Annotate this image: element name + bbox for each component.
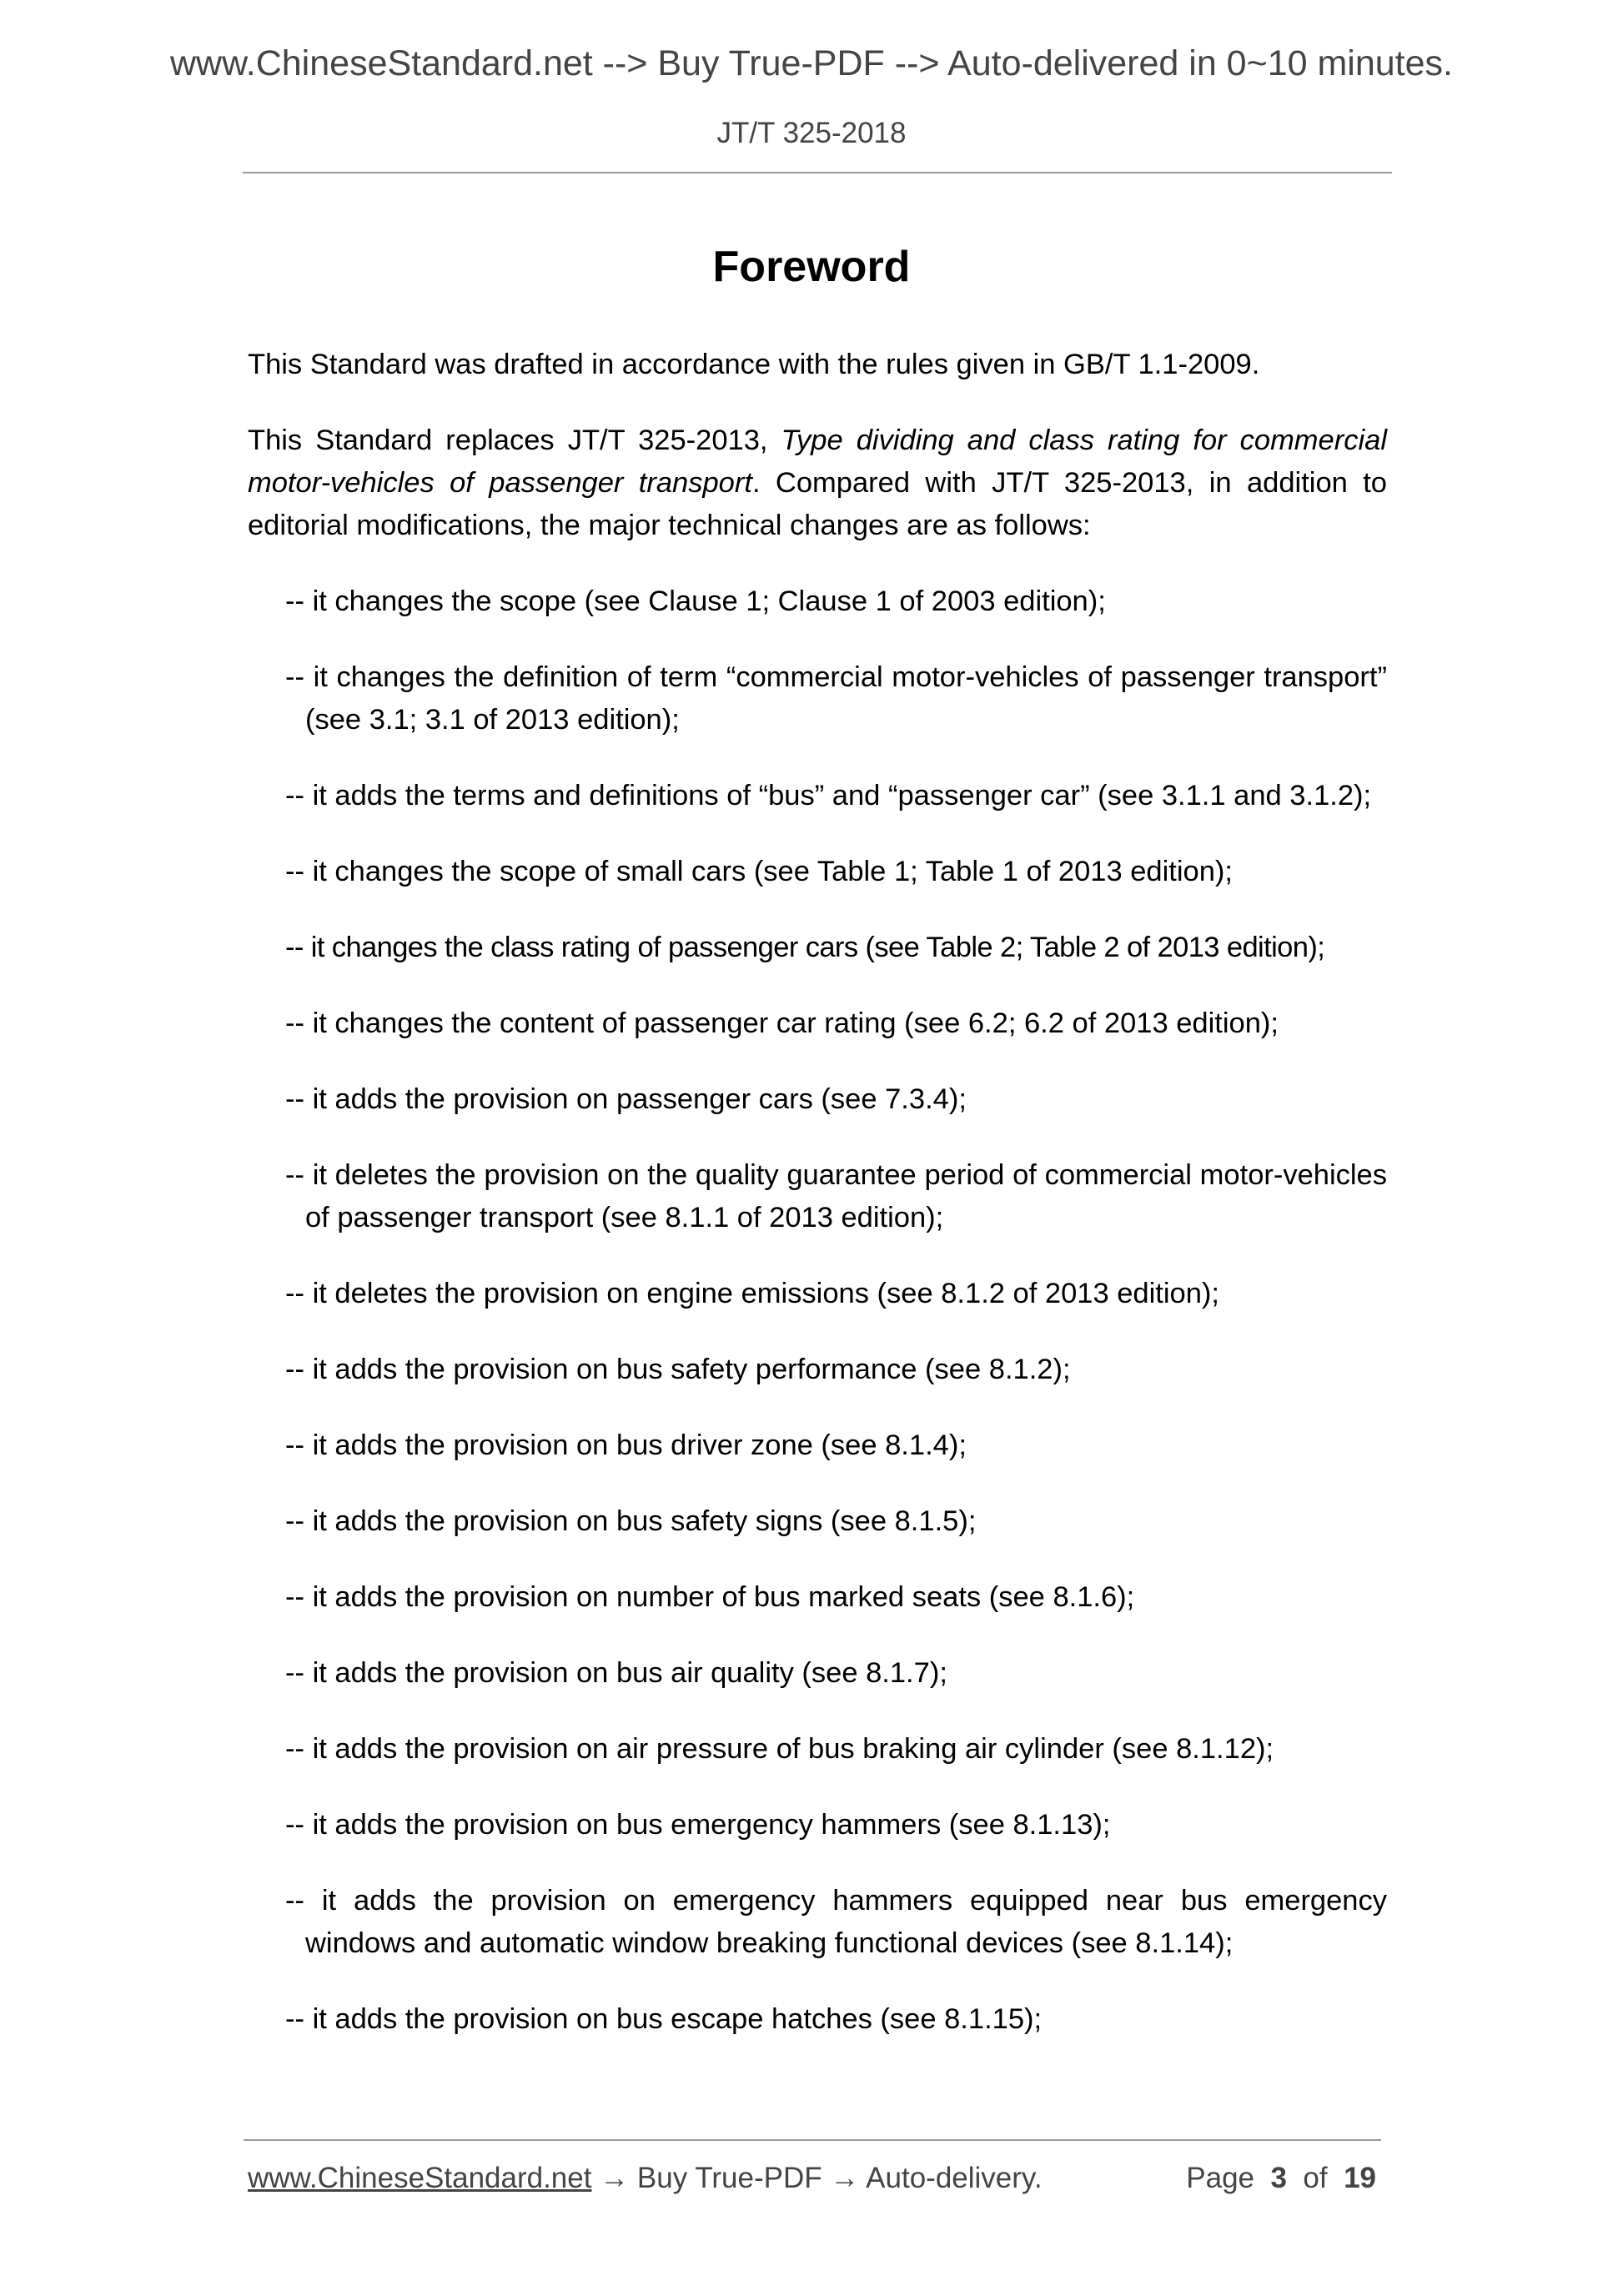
list-item: -- it changes the definition of term “commercial motor-vehicles of passenger transport” (see 3.1; 3.1 of 2013 edition); — [285, 661, 1387, 736]
page-total: 19 — [1344, 2162, 1376, 2194]
list-item: -- it adds the provision on bus escape hatches (see 8.1.15); — [285, 2003, 1043, 2035]
page-number: 3 — [1270, 2162, 1287, 2194]
replaced-standard-title: Type dividing and class rating for commercial motor-vehicles of passenger transport — [248, 425, 1387, 499]
document-code: JT/T 325-2018 — [716, 117, 907, 149]
list-item: -- it changes the scope of small cars (see Table 1; Table 1 of 2013 edition); — [285, 856, 1233, 887]
page-title: Foreword — [712, 243, 911, 291]
list-item: -- it adds the provision on bus safety signs (see 8.1.5); — [285, 1505, 977, 1537]
list-item: -- it deletes the provision on the quality guarantee period of commercial motor-vehicles of passenger transport (see 8.1.1 of 2013 edition); — [285, 1159, 1387, 1233]
list-item: -- it changes the scope (see Clause 1; Clause 1 of 2003 edition); — [285, 585, 1106, 617]
list-item: -- it changes the content of passenger car rating (see 6.2; 6.2 of 2013 edition); — [285, 1007, 1279, 1039]
replaces-text: This Standard replaces JT/T 325-2013, — [248, 425, 781, 456]
list-item: -- it adds the provision on number of bus marked seats (see 8.1.6); — [285, 1581, 1135, 1613]
page-indicator — [1186, 2162, 1376, 2195]
list-item: -- it adds the provision on emergency hammers equipped near bus emergency windows and automatic window breaking functional devices (see 8.1.14); — [285, 1885, 1387, 1959]
list-item: -- it adds the terms and definitions of “bus” and “passenger car” (see 3.1.1 and 3.1.2); — [285, 780, 1372, 811]
paragraph-replaces — [248, 420, 1387, 547]
footer-divider — [244, 2139, 1381, 2141]
list-item: -- it adds the provision on bus emergency hammers (see 8.1.13); — [285, 1809, 1111, 1841]
list-item: -- it adds the provision on air pressure of bus braking air cylinder (see 8.1.12); — [285, 1733, 1274, 1765]
footer-promo — [248, 2162, 1043, 2195]
page-label: Page — [1186, 2162, 1255, 2194]
list-item: -- it adds the provision on bus driver zone (see 8.1.4); — [285, 1429, 967, 1461]
changes-intro: . Compared with JT/T 325-2013, in addition to editorial modifications, the major technical changes are as follows: — [248, 467, 1387, 541]
paragraph-drafting: This Standard was drafted in accordance with the rules given in GB/T 1.1-2009. — [248, 349, 1260, 380]
list-item: -- it adds the provision on bus air quality (see 8.1.7); — [285, 1657, 947, 1689]
header-divider — [243, 172, 1392, 173]
changes-list — [248, 580, 1387, 2041]
footer-site-link[interactable]: www.ChineseStandard.net — [248, 2162, 592, 2194]
list-item: -- it adds the provision on bus safety performance (see 8.1.2); — [285, 1354, 1071, 1385]
list-item: -- it changes the class rating of passenger cars (see Table 2; Table 2 of 2013 edition); — [285, 932, 1325, 963]
list-item: -- it deletes the provision on engine emissions (see 8.1.2 of 2013 edition); — [285, 1278, 1219, 1309]
page-footer — [248, 2162, 1376, 2195]
top-banner: www.ChineseStandard.net --> Buy True-PDF --> Auto-delivered in 0~10 minutes. — [169, 43, 1453, 83]
list-item: -- it adds the provision on passenger cars (see 7.3.4); — [285, 1083, 967, 1115]
of-label: of — [1303, 2162, 1328, 2194]
foreword-body — [248, 344, 1387, 2074]
footer-promo-text: → Buy True-PDF → Auto-delivery. — [591, 2162, 1043, 2194]
